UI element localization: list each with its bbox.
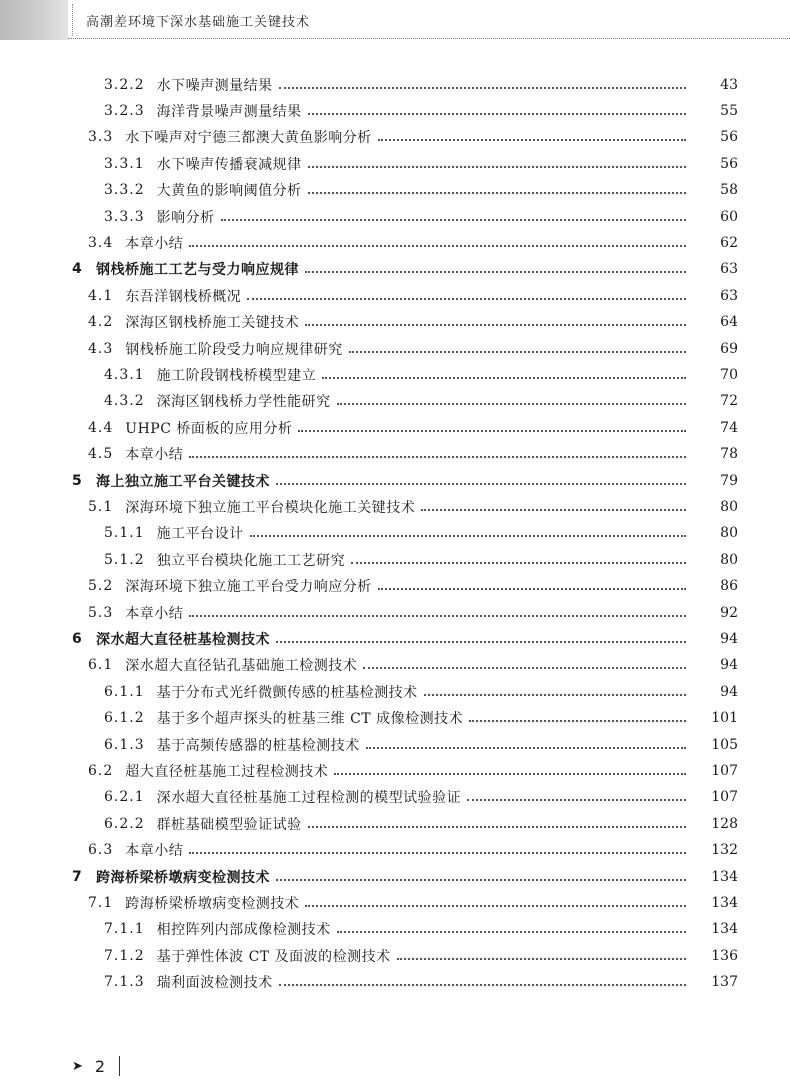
toc-entry[interactable] (0, 336, 790, 361)
toc-entry-page: 134 (711, 868, 738, 885)
header-rule (68, 38, 790, 39)
dot-leader (305, 905, 686, 907)
toc-entry-title: 影响分析 (156, 209, 215, 226)
toc-entry[interactable] (0, 811, 790, 836)
arrow-icon: ➤ (72, 1058, 83, 1074)
toc-entry-page: 69 (720, 340, 738, 357)
toc-entry-number: 7 (72, 868, 83, 885)
toc-entry-number: 3.3.3 (104, 208, 145, 225)
toc-entry-page: 63 (720, 287, 738, 304)
dot-leader (276, 641, 686, 643)
toc-entry[interactable] (0, 230, 790, 255)
dot-leader (279, 984, 686, 986)
dot-leader (308, 113, 686, 115)
toc-entry-number: 6 (72, 630, 83, 647)
toc-entry-number: 5.3 (88, 604, 114, 621)
toc-entry[interactable] (0, 178, 790, 203)
toc-entry-title: 基于多个超声探头的桩基三维 CT 成像检测技术 (156, 711, 464, 728)
dot-leader (467, 799, 686, 801)
toc-entry-page: 58 (720, 182, 738, 199)
dot-leader (298, 430, 686, 432)
toc-entry-page: 107 (711, 789, 738, 806)
toc-entry-page: 78 (720, 446, 738, 463)
running-header (0, 0, 790, 40)
toc-entry[interactable] (0, 574, 790, 599)
toc-entry-number: 3.3 (88, 129, 114, 146)
toc-entry-title: 群桩基础模型验证试验 (156, 816, 302, 833)
dot-leader (189, 245, 686, 247)
toc-entry-title: 钢栈桥施工工艺与受力响应规律 (96, 262, 299, 279)
toc-entry-number: 4.2 (88, 314, 114, 331)
toc-entry[interactable] (0, 864, 790, 889)
toc-entry-number: 3.2.3 (104, 102, 145, 119)
toc-entry-title: 本章小结 (125, 235, 184, 252)
toc-entry[interactable] (0, 125, 790, 150)
dot-leader (351, 562, 686, 564)
toc-entry[interactable] (0, 98, 790, 123)
toc-entry[interactable] (0, 706, 790, 731)
toc-entry[interactable] (0, 362, 790, 387)
toc-entry-page: 94 (720, 683, 738, 700)
toc-entry[interactable] (0, 283, 790, 308)
toc-entry-page: 94 (720, 657, 738, 674)
dot-leader (279, 87, 686, 89)
toc-entry[interactable] (0, 257, 790, 282)
toc-entry[interactable] (0, 890, 790, 915)
dot-leader (322, 377, 686, 379)
toc-entry[interactable] (0, 494, 790, 519)
toc-entry-number: 5 (72, 472, 83, 489)
toc-entry-number: 4.3.2 (104, 393, 145, 410)
toc-entry-title: 本章小结 (125, 447, 184, 464)
toc-entry[interactable] (0, 970, 790, 995)
dot-leader (378, 139, 686, 141)
page-number: 2 (94, 1056, 106, 1076)
toc-entry-page: 63 (720, 261, 738, 278)
dot-leader (308, 166, 686, 168)
toc-entry-title: 海上独立施工平台关键技术 (96, 473, 270, 490)
toc-entry-title: UHPC 桥面板的应用分析 (125, 420, 293, 437)
toc-entry[interactable] (0, 732, 790, 757)
toc-entry-number: 7.1.1 (104, 921, 145, 938)
book-title: 高潮差环境下深水基础施工关键技术 (86, 15, 311, 30)
dot-leader (378, 588, 686, 590)
toc-entry-number: 4.3 (88, 340, 114, 357)
dot-leader (308, 192, 686, 194)
header-gray-tab (0, 0, 68, 40)
toc-entry-page: 74 (720, 419, 738, 436)
toc-entry-page: 80 (720, 551, 738, 568)
toc-entry-page: 107 (711, 762, 738, 779)
toc-entry-number: 5.1 (88, 498, 114, 515)
toc-entry-title: 深海区钢栈桥施工关键技术 (125, 315, 300, 332)
toc-entry-number: 7.1.2 (104, 947, 145, 964)
toc-entry-number: 6.2.1 (104, 789, 145, 806)
toc-entry-title: 独立平台模块化施工工艺研究 (156, 552, 346, 569)
dot-leader (276, 483, 686, 485)
toc-entry-page: 94 (720, 630, 738, 647)
toc-entry-number: 3.4 (88, 234, 114, 251)
toc-entry-number: 3.3.2 (104, 182, 145, 199)
toc-entry[interactable] (0, 653, 790, 678)
toc-entry[interactable] (0, 679, 790, 704)
dot-leader (337, 931, 686, 933)
page-footer (72, 1056, 120, 1076)
toc-entry-page: 134 (711, 894, 738, 911)
toc-entry-title: 本章小结 (125, 843, 184, 860)
dot-leader (247, 298, 686, 300)
toc-entry-page: 136 (711, 947, 738, 964)
toc-entry[interactable] (0, 917, 790, 942)
toc-entry-number: 6.1 (88, 657, 114, 674)
dot-leader (189, 456, 686, 458)
toc-entry[interactable] (0, 600, 790, 625)
toc-entry-number: 5.1.2 (104, 551, 145, 568)
dot-leader (189, 615, 686, 617)
toc-entry-page: 86 (720, 578, 738, 595)
dot-leader (305, 271, 686, 273)
toc-entry[interactable] (0, 758, 790, 783)
toc-entry-number: 6.2 (88, 762, 114, 779)
toc-entry-title: 超大直径桩基施工过程检测技术 (125, 763, 329, 780)
footer-bar (119, 1056, 120, 1076)
dot-leader (349, 351, 686, 353)
toc-entry[interactable] (0, 943, 790, 968)
toc-entry-page: 128 (711, 815, 738, 832)
toc-entry[interactable] (0, 389, 790, 414)
toc-entry-number: 7.1 (88, 894, 114, 911)
dot-leader (469, 720, 686, 722)
toc-entry-page: 80 (720, 525, 738, 542)
toc-entry-title: 钢栈桥施工阶段受力响应规律研究 (125, 341, 343, 358)
toc-entry-title: 海洋背景噪声测量结果 (156, 103, 302, 120)
toc-entry-title: 深海区钢栈桥力学性能研究 (156, 394, 331, 411)
toc-entry-number: 6.2.2 (104, 815, 145, 832)
toc-entry-page: 80 (720, 498, 738, 515)
toc-entry-title: 深水超大直径桩基检测技术 (96, 631, 270, 648)
toc-entry[interactable] (0, 785, 790, 810)
dot-leader (363, 667, 686, 669)
toc-entry[interactable] (0, 442, 790, 467)
toc-entry[interactable] (0, 468, 790, 493)
toc-entry-title: 基于高频传感器的桩基检测技术 (156, 737, 360, 754)
dot-leader (221, 219, 686, 221)
toc-entry-page: 101 (711, 710, 738, 727)
toc-entry-number: 4.3.1 (104, 366, 145, 383)
toc-entry-number: 6.1.2 (104, 710, 145, 727)
dot-leader (424, 694, 686, 696)
toc-entry-page: 70 (720, 366, 738, 383)
toc-entry-number: 6.3 (88, 842, 114, 859)
dot-leader (189, 852, 686, 854)
toc-entry-title: 水下噪声测量结果 (156, 77, 273, 94)
toc-entry-number: 4.5 (88, 446, 114, 463)
toc-entry[interactable] (0, 547, 790, 572)
toc-entry[interactable] (0, 72, 790, 97)
toc-entry-page: 55 (720, 102, 738, 119)
toc-entry-page: 105 (711, 736, 738, 753)
dot-leader (305, 324, 686, 326)
toc-entry-number: 5.1.1 (104, 525, 145, 542)
dot-leader (397, 958, 686, 960)
dot-leader (250, 535, 686, 537)
header-dotted-divider (72, 4, 73, 36)
toc-entry-page: 60 (720, 208, 738, 225)
toc-entry-title: 大黄鱼的影响阈值分析 (156, 183, 302, 200)
toc-entry[interactable] (0, 521, 790, 546)
dot-leader (421, 509, 686, 511)
toc-entry-title: 水下噪声对宁德三都澳大黄鱼影响分析 (125, 130, 372, 147)
toc-entry-page: 72 (720, 393, 738, 410)
toc-entry[interactable] (0, 626, 790, 651)
toc-entry-number: 4.4 (88, 419, 114, 436)
toc-entry-number: 6.1.1 (104, 683, 145, 700)
dot-leader (276, 879, 686, 881)
toc-entry-title: 施工阶段钢栈桥模型建立 (156, 367, 317, 384)
toc-entry-title: 本章小结 (125, 605, 184, 622)
toc-entry[interactable] (0, 310, 790, 335)
toc-entry-title: 瑞利面波检测技术 (156, 975, 273, 992)
toc-entry[interactable] (0, 204, 790, 229)
toc-entry-title: 施工平台设计 (156, 526, 244, 543)
toc-entry[interactable] (0, 838, 790, 863)
toc-entry-title: 基于弹性体波 CT 及面波的检测技术 (156, 948, 391, 965)
toc-entry-title: 深水超大直径桩基施工过程检测的模型试验验证 (156, 790, 462, 807)
dot-leader (337, 403, 686, 405)
toc-entry-page: 79 (720, 472, 738, 489)
toc-entry-number: 3.2.2 (104, 76, 145, 93)
toc-entry[interactable] (0, 151, 790, 176)
toc-entry[interactable] (0, 415, 790, 440)
toc-entry-title: 深水超大直径钻孔基础施工检测技术 (125, 658, 358, 675)
toc-entry-number: 3.3.1 (104, 155, 145, 172)
toc-entry-title: 相控阵列内部成像检测技术 (156, 922, 331, 939)
toc-entry-page: 56 (720, 129, 738, 146)
dot-leader (334, 773, 686, 775)
toc-entry-number: 4.1 (88, 287, 114, 304)
toc-entry-title: 跨海桥梁桥墩病变检测技术 (125, 895, 300, 912)
toc-entry-title: 深海环境下独立施工平台受力响应分析 (125, 579, 372, 596)
toc-entry-number: 5.2 (88, 578, 114, 595)
toc-entry-page: 134 (711, 921, 738, 938)
toc-entry-page: 64 (720, 314, 738, 331)
toc-entry-page: 92 (720, 604, 738, 621)
toc-entry-number: 6.1.3 (104, 736, 145, 753)
dot-leader (308, 826, 686, 828)
toc-entry-number: 4 (72, 261, 83, 278)
toc-entry-title: 基于分布式光纤微颤传感的桩基检测技术 (156, 684, 418, 701)
toc-entry-number: 7.1.3 (104, 974, 145, 991)
toc-entry-page: 56 (720, 155, 738, 172)
toc-entry-page: 137 (711, 974, 738, 991)
toc-entry-title: 水下噪声传播衰减规律 (156, 156, 302, 173)
toc-entry-title: 东吾洋钢栈桥概况 (125, 288, 242, 305)
toc-entry-page: 62 (720, 234, 738, 251)
toc-entry-page: 43 (720, 76, 738, 93)
toc-entry-page: 132 (711, 842, 738, 859)
dot-leader (366, 747, 686, 749)
toc-entry-title: 深海环境下独立施工平台模块化施工关键技术 (125, 499, 416, 516)
toc-entry-title: 跨海桥梁桥墩病变检测技术 (96, 869, 270, 886)
